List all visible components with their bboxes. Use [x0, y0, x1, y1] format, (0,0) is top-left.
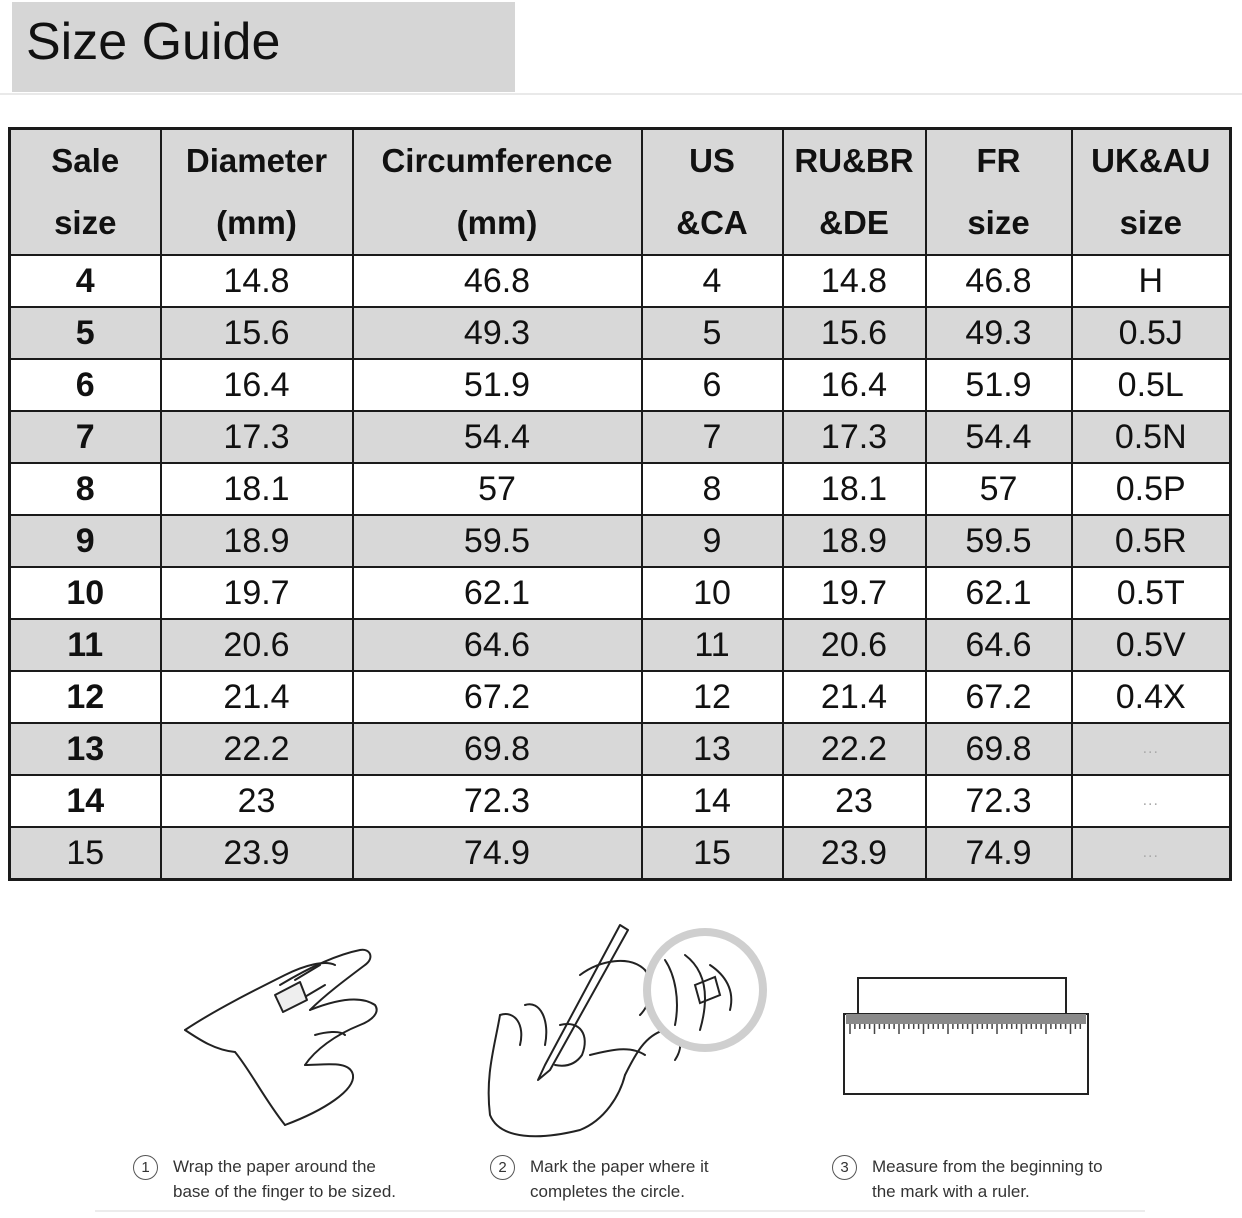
sale-size-cell: 11	[10, 619, 161, 671]
ruler-illustration	[840, 970, 1095, 1100]
table-cell: 11	[642, 619, 783, 671]
table-cell: 23.9	[783, 827, 926, 880]
table-cell: 67.2	[353, 671, 642, 723]
sale-size-cell: 12	[10, 671, 161, 723]
header-line: RU&BR	[794, 142, 914, 179]
table-cell: 0.5R	[1072, 515, 1231, 567]
column-header	[642, 129, 783, 256]
column-header	[926, 129, 1072, 256]
step-text-line: base of the finger to be sized.	[173, 1182, 397, 1201]
table-cell: 0.5P	[1072, 463, 1231, 515]
column-header	[783, 129, 926, 256]
table-cell: 64.6	[926, 619, 1072, 671]
table-cell: 18.9	[783, 515, 926, 567]
sale-size-cell: 13	[10, 723, 161, 775]
table-cell: 14	[642, 775, 783, 827]
table-cell: 5	[642, 307, 783, 359]
header-line: &DE	[819, 204, 889, 241]
table-cell: 8	[642, 463, 783, 515]
table-cell: 59.5	[353, 515, 642, 567]
header-line: (mm)	[216, 204, 297, 241]
hand-wrap-illustration	[175, 940, 395, 1140]
header-line: Circumference	[381, 142, 613, 179]
table-cell: 0.5J	[1072, 307, 1231, 359]
table-row	[10, 671, 1231, 723]
column-header	[1072, 129, 1231, 256]
table-cell: 22.2	[783, 723, 926, 775]
sale-size-cell: 8	[10, 463, 161, 515]
table-header-row	[10, 129, 1231, 256]
step-text-line: Measure from the beginning to	[872, 1157, 1103, 1176]
table-cell: 51.9	[926, 359, 1072, 411]
table-cell: 69.8	[353, 723, 642, 775]
table-row	[10, 619, 1231, 671]
table-cell: 54.4	[353, 411, 642, 463]
table-cell: 0.5T	[1072, 567, 1231, 619]
sale-size-cell: 5	[10, 307, 161, 359]
header-line: size	[967, 204, 1030, 241]
table-body	[10, 255, 1231, 880]
bottom-divider	[95, 1210, 1145, 1212]
table-cell: 51.9	[353, 359, 642, 411]
size-table	[8, 127, 1232, 881]
table-row	[10, 567, 1231, 619]
table-cell: 21.4	[161, 671, 353, 723]
table-cell: 18.1	[161, 463, 353, 515]
table-row	[10, 723, 1231, 775]
title-banner	[12, 2, 515, 92]
step-text-line: Mark the paper where it	[530, 1157, 709, 1176]
table-cell: 18.9	[161, 515, 353, 567]
table-cell: 9	[642, 515, 783, 567]
column-header	[10, 129, 161, 256]
table-cell: ...	[1072, 723, 1231, 775]
table-row	[10, 775, 1231, 827]
header-line: Diameter	[185, 142, 328, 179]
table-row	[10, 255, 1231, 307]
table-cell: 57	[353, 463, 642, 515]
header-line: size	[54, 204, 117, 241]
table-cell: 0.5V	[1072, 619, 1231, 671]
page-title: Size Guide	[26, 13, 281, 71]
table-cell: 67.2	[926, 671, 1072, 723]
table-cell: 19.7	[161, 567, 353, 619]
table-cell: 72.3	[926, 775, 1072, 827]
header-line: FR	[976, 142, 1021, 179]
table-cell: 12	[642, 671, 783, 723]
table-cell: 0.5L	[1072, 359, 1231, 411]
table-row	[10, 411, 1231, 463]
table-cell: 59.5	[926, 515, 1072, 567]
table-row	[10, 515, 1231, 567]
table-cell: 62.1	[353, 567, 642, 619]
table-cell: 10	[642, 567, 783, 619]
table-cell: 15.6	[161, 307, 353, 359]
sale-size-cell: 15	[10, 827, 161, 880]
table-row	[10, 827, 1231, 880]
table-cell: 22.2	[161, 723, 353, 775]
table-cell: 0.4X	[1072, 671, 1231, 723]
table-cell: 23	[783, 775, 926, 827]
sale-size-cell: 10	[10, 567, 161, 619]
table-cell: 69.8	[926, 723, 1072, 775]
table-cell: 20.6	[161, 619, 353, 671]
step-number: 3	[832, 1155, 857, 1180]
table-cell: 15.6	[783, 307, 926, 359]
table-cell: 49.3	[926, 307, 1072, 359]
table-cell: 57	[926, 463, 1072, 515]
table-cell: 46.8	[353, 255, 642, 307]
hand-mark-illustration	[470, 915, 780, 1145]
step-text-line: the mark with a ruler.	[872, 1182, 1030, 1201]
table-cell: 62.1	[926, 567, 1072, 619]
table-cell: 23.9	[161, 827, 353, 880]
table-cell: 18.1	[783, 463, 926, 515]
table-row	[10, 307, 1231, 359]
table-cell: 7	[642, 411, 783, 463]
table-row	[10, 359, 1231, 411]
table-cell: 17.3	[161, 411, 353, 463]
table-cell: 17.3	[783, 411, 926, 463]
table-cell: 54.4	[926, 411, 1072, 463]
table-cell: 21.4	[783, 671, 926, 723]
table-cell: 19.7	[783, 567, 926, 619]
step-number: 1	[133, 1155, 158, 1180]
table-cell: 74.9	[926, 827, 1072, 880]
step-text-line: completes the circle.	[530, 1182, 685, 1201]
table-cell: 72.3	[353, 775, 642, 827]
title-divider	[0, 93, 1242, 95]
table-row	[10, 463, 1231, 515]
step-number: 2	[490, 1155, 515, 1180]
table-cell: 64.6	[353, 619, 642, 671]
table-cell: 0.5N	[1072, 411, 1231, 463]
sale-size-cell: 6	[10, 359, 161, 411]
header-line: (mm)	[456, 204, 538, 241]
header-line: US	[689, 142, 735, 179]
table-cell: 23	[161, 775, 353, 827]
table-cell: 6	[642, 359, 783, 411]
table-cell: 14.8	[783, 255, 926, 307]
table-cell: 20.6	[783, 619, 926, 671]
header-line: &CA	[676, 204, 748, 241]
sale-size-cell: 9	[10, 515, 161, 567]
header-line: UK&AU	[1091, 142, 1211, 179]
table-cell: 16.4	[161, 359, 353, 411]
table-cell: 46.8	[926, 255, 1072, 307]
table-cell: 14.8	[161, 255, 353, 307]
sale-size-cell: 7	[10, 411, 161, 463]
table-cell: ...	[1072, 775, 1231, 827]
table-cell: 16.4	[783, 359, 926, 411]
table-cell: H	[1072, 255, 1231, 307]
table-cell: ...	[1072, 827, 1231, 880]
table-cell: 74.9	[353, 827, 642, 880]
column-header	[353, 129, 642, 256]
header-line: Sale	[51, 142, 120, 179]
sale-size-cell: 14	[10, 775, 161, 827]
table-cell: 15	[642, 827, 783, 880]
column-header	[161, 129, 353, 256]
header-line: size	[1119, 204, 1182, 241]
step-text-line: Wrap the paper around the	[173, 1157, 376, 1176]
sale-size-cell: 4	[10, 255, 161, 307]
table-cell: 13	[642, 723, 783, 775]
table-cell: 49.3	[353, 307, 642, 359]
table-cell: 4	[642, 255, 783, 307]
